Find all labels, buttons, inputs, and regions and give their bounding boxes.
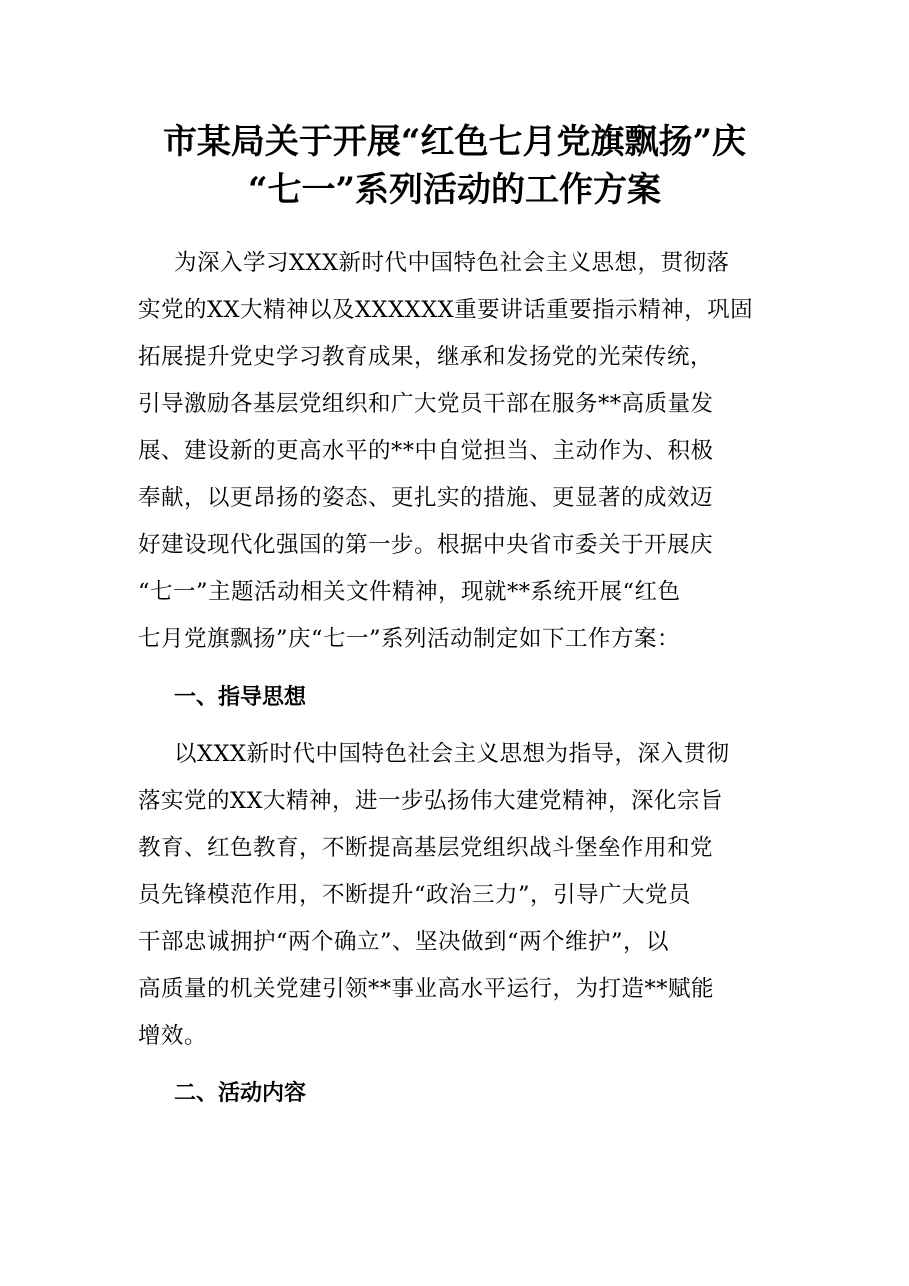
section-heading-guiding-ideology: 一、指导思想 [174, 685, 307, 710]
intro-paragraph-line-7: 好建设现代化强国的第一步。根据中央省市委关于开展庆 [138, 532, 714, 558]
intro-paragraph-line-9: 七月党旗飘扬”庆“七一”系列活动制定如下工作方案： [138, 626, 681, 652]
intro-paragraph-line-5: 展、建设新的更高水平的**中自觉担当、主动作为、积极 [138, 438, 714, 464]
document-title-line-1: 市某局关于开展“红色七月党旗飘扬”庆 [162, 122, 747, 162]
section1-paragraph-line-4: 员先锋模范作用，不断提升“政治三力”，引导广大党员 [138, 882, 692, 908]
section1-paragraph-line-3: 教育、红色教育，不断提高基层党组织战斗堡垒作用和党 [138, 835, 714, 861]
intro-paragraph-line-8: “七一”主题活动相关文件精神，现就**系统开展“红色 [138, 579, 681, 605]
section1-paragraph-line-7: 增效。 [138, 1023, 208, 1049]
intro-paragraph-line-6: 奉献，以更昂扬的姿态、更扎实的措施、更显著的成效迈 [138, 485, 714, 511]
section1-paragraph-line-2: 落实党的XX大精神，进一步弘扬伟大建党精神，深化宗旨 [138, 788, 724, 814]
intro-paragraph-line-2: 实党的XX大精神以及XXXXXX重要讲话重要指示精神，巩固 [138, 297, 754, 323]
intro-paragraph-line-3: 拓展提升党史学习教育成果，继承和发扬党的光荣传统， [138, 344, 714, 370]
section1-paragraph-line-1: 以XXX新时代中国特色社会主义思想为指导，深入贯彻 [174, 741, 730, 767]
intro-paragraph-line-4: 引导激励各基层党组织和广大党员干部在服务**高质量发 [138, 391, 714, 417]
section-heading-activity-content: 二、活动内容 [174, 1081, 307, 1106]
intro-paragraph-line-1: 为深入学习XXX新时代中国特色社会主义思想，贯彻落 [174, 250, 730, 276]
section1-paragraph-line-5: 干部忠诚拥护“两个确立”、坚决做到“两个维护”，以 [138, 929, 670, 955]
section1-paragraph-line-6: 高质量的机关党建引领**事业高水平运行，为打造**赋能 [138, 976, 715, 1002]
document-title-line-2: “七一”系列活动的工作方案 [247, 170, 662, 210]
